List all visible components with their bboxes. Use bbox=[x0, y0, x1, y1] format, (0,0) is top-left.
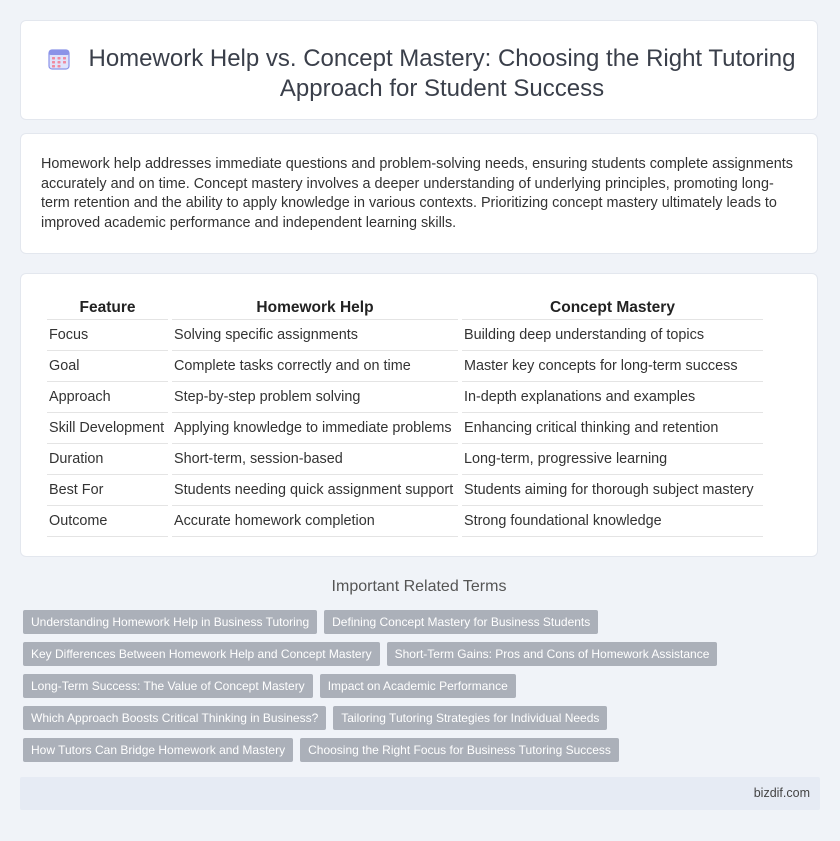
table-cell: Long-term, progressive learning bbox=[462, 444, 763, 475]
tag-row bbox=[23, 706, 803, 730]
table-row bbox=[47, 413, 763, 444]
table-row bbox=[47, 475, 763, 506]
table-cell: Students aiming for thorough subject mastery bbox=[462, 475, 763, 506]
tag-row bbox=[23, 674, 803, 698]
title-card bbox=[20, 20, 818, 120]
related-term-tag[interactable]: Long-Term Success: The Value of Concept Mastery bbox=[23, 674, 313, 698]
table-row bbox=[47, 444, 763, 475]
table-cell: Skill Development bbox=[47, 413, 168, 444]
related-term-tag[interactable]: Tailoring Tutoring Strategies for Individual Needs bbox=[333, 706, 607, 730]
header-homework-help: Homework Help bbox=[172, 297, 458, 320]
table-row bbox=[47, 506, 763, 537]
related-term-tag[interactable]: Key Differences Between Homework Help and Concept Mastery bbox=[23, 642, 380, 666]
intro-card bbox=[20, 133, 818, 254]
table-row bbox=[47, 320, 763, 351]
page-title: Homework Help vs. Concept Mastery: Choosing the Right Tutoring Approach for Student Success bbox=[88, 45, 796, 102]
comparison-table bbox=[43, 297, 767, 537]
tag-row bbox=[23, 642, 803, 666]
table-cell: Goal bbox=[47, 351, 168, 382]
intro-paragraph: Homework help addresses immediate questions and problem-solving needs, ensuring students complete assignments accurately and on time. Concept mastery involves a deeper understanding of underlying principles, promoting long-term retention and the ability to apply knowledge in various contexts. Prioritizing concept mastery ultimately leads to improved academic performance and independent learning skills. bbox=[41, 156, 793, 231]
related-terms-list bbox=[23, 610, 803, 770]
header-feature: Feature bbox=[47, 297, 168, 320]
related-term-tag[interactable]: Choosing the Right Focus for Business Tutoring Success bbox=[300, 738, 619, 762]
related-terms-heading: Important Related Terms bbox=[331, 578, 507, 595]
table-cell: Students needing quick assignment support bbox=[172, 475, 458, 506]
table-cell: Master key concepts for long-term success bbox=[462, 351, 763, 382]
table-cell: Outcome bbox=[47, 506, 168, 537]
related-term-tag[interactable]: How Tutors Can Bridge Homework and Mastery bbox=[23, 738, 293, 762]
table-cell: Applying knowledge to immediate problems bbox=[172, 413, 458, 444]
table-cell: Complete tasks correctly and on time bbox=[172, 351, 458, 382]
table-cell: Best For bbox=[47, 475, 168, 506]
calendar-icon bbox=[47, 47, 71, 71]
table-cell: Solving specific assignments bbox=[172, 320, 458, 351]
table-cell: Focus bbox=[47, 320, 168, 351]
table-cell: Short-term, session-based bbox=[172, 444, 458, 475]
table-cell: Approach bbox=[47, 382, 168, 413]
table-cell: Accurate homework completion bbox=[172, 506, 458, 537]
related-term-tag[interactable]: Impact on Academic Performance bbox=[320, 674, 516, 698]
table-cell: Step-by-step problem solving bbox=[172, 382, 458, 413]
tag-row bbox=[23, 738, 803, 762]
comparison-card bbox=[20, 273, 818, 557]
table-cell: Duration bbox=[47, 444, 168, 475]
tag-row bbox=[23, 610, 803, 634]
related-term-tag[interactable]: Understanding Homework Help in Business Tutoring bbox=[23, 610, 317, 634]
table-cell: In-depth explanations and examples bbox=[462, 382, 763, 413]
related-term-tag[interactable]: Which Approach Boosts Critical Thinking in Business? bbox=[23, 706, 326, 730]
footer-bar bbox=[20, 777, 820, 810]
table-header-row bbox=[47, 297, 763, 320]
table-row bbox=[47, 382, 763, 413]
header-concept-mastery: Concept Mastery bbox=[462, 297, 763, 320]
table-row bbox=[47, 351, 763, 382]
table-cell: Building deep understanding of topics bbox=[462, 320, 763, 351]
site-link[interactable]: bizdif.com bbox=[753, 786, 810, 800]
table-cell: Enhancing critical thinking and retention bbox=[462, 413, 763, 444]
table-cell: Strong foundational knowledge bbox=[462, 506, 763, 537]
related-term-tag[interactable]: Short-Term Gains: Pros and Cons of Homework Assistance bbox=[387, 642, 718, 666]
related-term-tag[interactable]: Defining Concept Mastery for Business Students bbox=[324, 610, 598, 634]
